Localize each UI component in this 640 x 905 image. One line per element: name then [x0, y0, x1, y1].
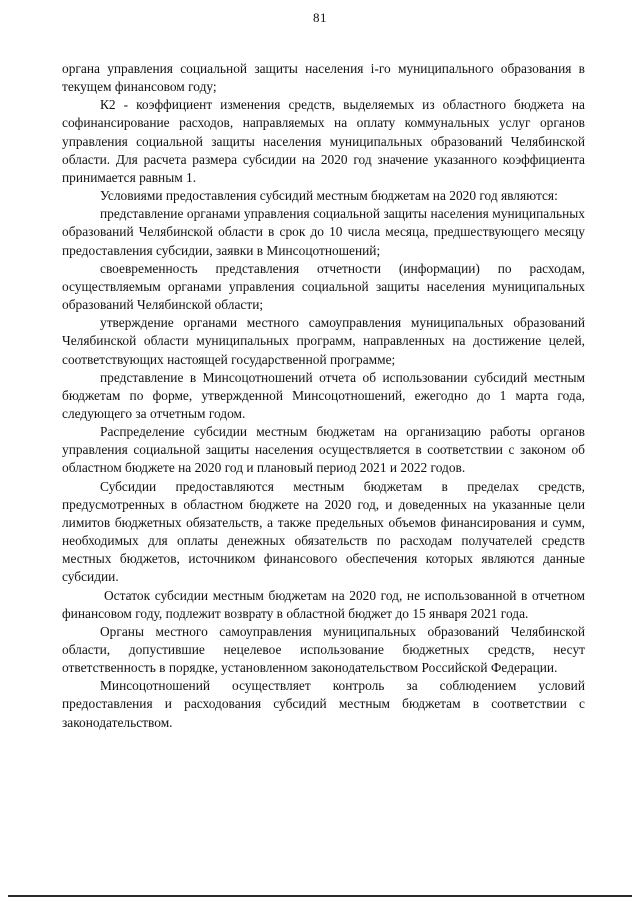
paragraph-k2-coefficient: К2 - коэффициент изменения средств, выделяемых из областного бюджета на софинансирование расходов, направляемых на оплату коммунальных услуг органов управления социальной защиты населения муниципальных образований Челябинской области. Для расчета размера субсидии на 2020 год значение указанного коэффициента принимается равным 1. [62, 97, 585, 185]
paragraph-continuation: органа управления социальной защиты населения i-го муниципального образования в текущем финансовом году; [62, 61, 585, 95]
paragraph-balance-return: Остаток субсидии местным бюджетам на 2020 год, не использованной в отчетном финансовом году, подлежит возврату в областной бюджет до 15 января 2021 года. [62, 587, 585, 621]
paragraph-condition-reporting: своевременность представления отчетности (информации) по расходам, осуществляемым органами управления социальной защиты населения муниципальных образований Челябинской области; [62, 260, 585, 313]
paragraph-condition-applications: представление органами управления социальной защиты населения муниципальных образований Челябинской области в срок до 10 числа месяца, предшествующего месяцу предоставления субсидии, заявки в Минсоцотношений; [62, 206, 585, 258]
paragraph-distribution: Распределение субсидии местным бюджетам на организацию работы органов управления социальной защиты населения осуществляется в соответствии с законом об областном бюджете на 2020 год и плановый период 2021 и 2022 годов. [62, 424, 585, 476]
document-body [62, 60, 585, 732]
page-number: 81 [313, 10, 327, 25]
paragraph-conditions-heading: Условиями предоставления субсидий местным бюджетам на 2020 год являются: [100, 188, 558, 204]
bottom-divider [8, 895, 632, 897]
paragraph-control: Минсоцотношений осуществляет контроль за соблюдением условий предоставления и расходования субсидий местным бюджетам в соответствии с законодательством. [62, 678, 585, 730]
paragraph-condition-report-submission: представление в Минсоцотношений отчета об использовании субсидий местным бюджетам по форме, утвержденной Минсоцотношений, ежегодно до 1 марта года, следующего за отчетным годом. [62, 369, 585, 421]
paragraph-subsidy-limits: Субсидии предоставляются местным бюджетам в пределах средств, предусмотренных в областном бюджете на 2020 год, и доведенных на указанные цели лимитов бюджетных обязательств, а также предельных объемов финансирования и сумм, необходимых для оплаты денежных обязательств по расходам получателей средств местных бюджетов, источником финансового обеспечения которых являются данные субсидии. [62, 478, 585, 585]
paragraph-condition-programs: утверждение органами местного самоуправления муниципальных образований Челябинской области муниципальных программ, направленных на достижение целей, соответствующих настоящей государственной программе; [62, 315, 585, 367]
paragraph-responsibility: Органы местного самоуправления муниципальных образований Челябинской области, допустившие нецелевое использование бюджетных средств, несут ответственность в порядке, установленном законодательством Российской Федерации. [62, 623, 585, 676]
